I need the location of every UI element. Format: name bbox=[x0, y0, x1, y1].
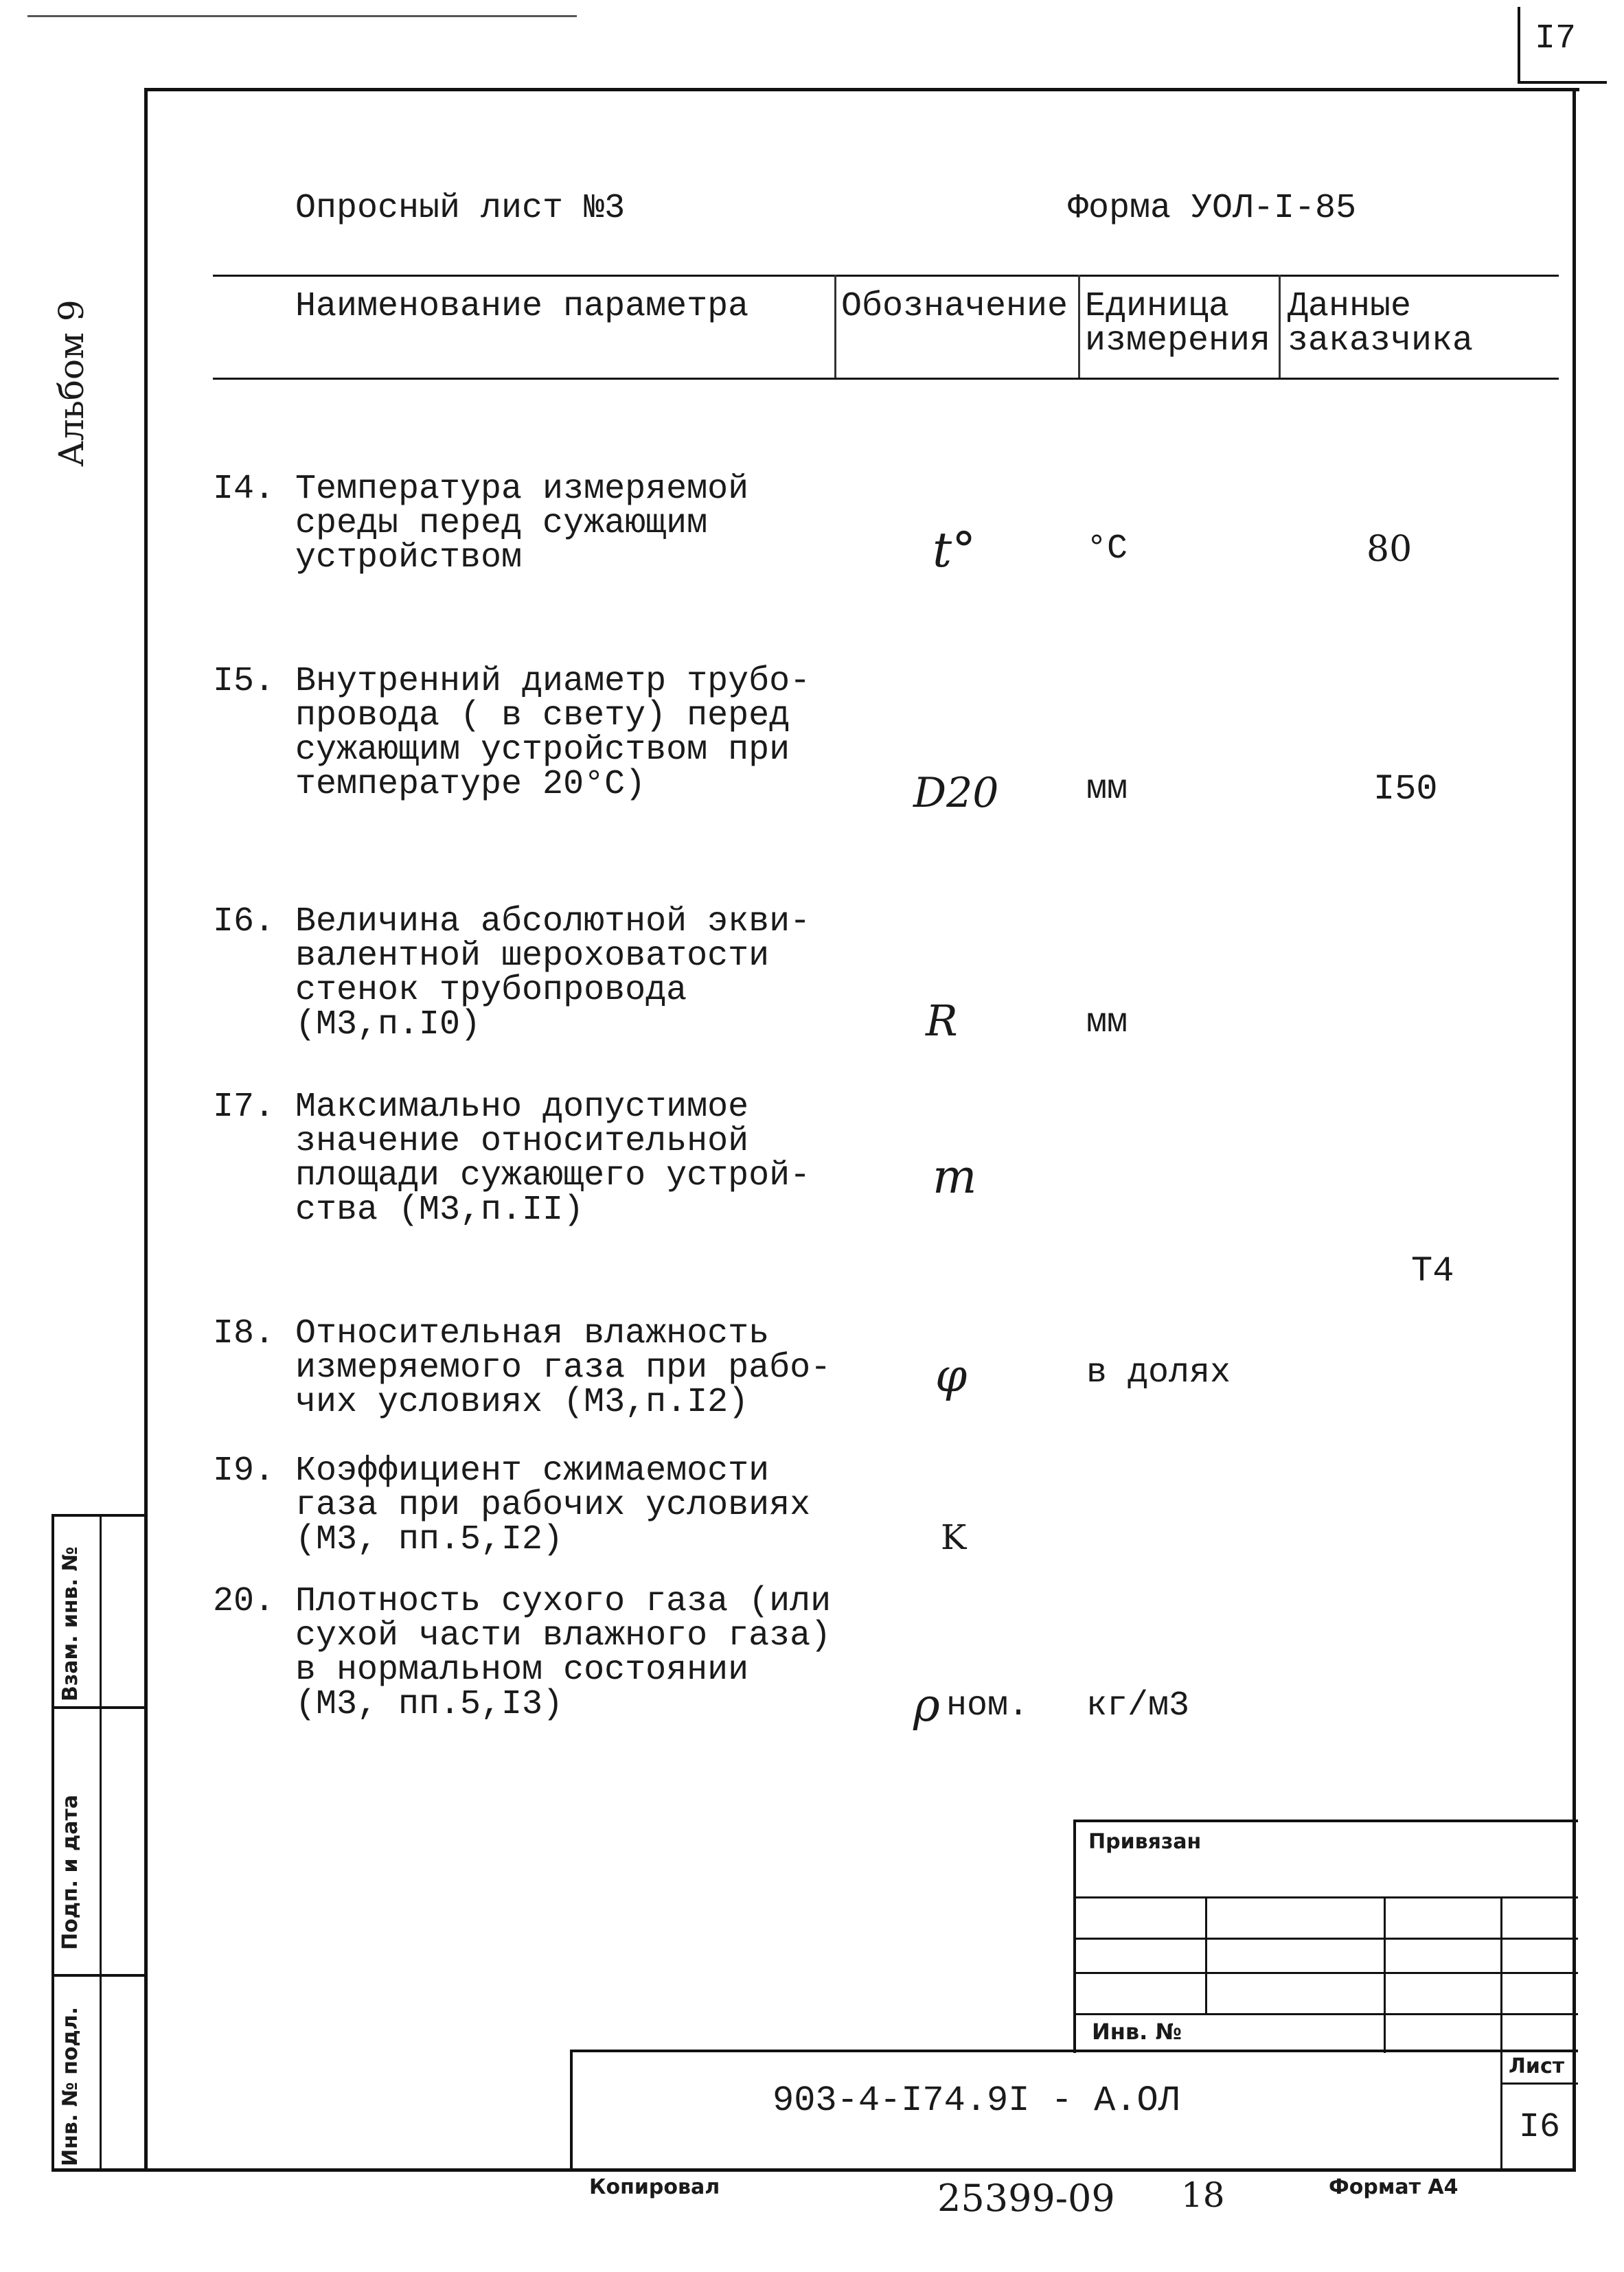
item-number: I7. bbox=[213, 1088, 275, 1127]
col-data-header-1: Данные bbox=[1288, 287, 1412, 326]
item-symbol: m bbox=[933, 1150, 977, 1204]
item-text: Максимально допустимое значение относительной площади сужающего устрой- ства (М3,п.II) bbox=[295, 1088, 811, 1230]
footer-format: Формат А4 bbox=[1329, 2175, 1459, 2199]
title-block-left bbox=[570, 2050, 573, 2172]
page-number-box-bottom bbox=[1518, 81, 1607, 84]
header-rule-bottom bbox=[213, 378, 1559, 380]
item-number: I8. bbox=[213, 1314, 275, 1353]
footer-number: 25399-09 bbox=[937, 2177, 1115, 2220]
item-value: I50 bbox=[1373, 769, 1438, 810]
frame-right bbox=[1572, 88, 1576, 2172]
page-number: I7 bbox=[1535, 19, 1577, 58]
side-stamp-left bbox=[52, 1514, 54, 2170]
col-sep-2 bbox=[1078, 275, 1080, 378]
attach-col-2 bbox=[1384, 1896, 1386, 2053]
item-unit: °C bbox=[1086, 529, 1128, 569]
item-text: Плотность сухого газа (или сухой части влажного газа) в нормальном состоянии (М3, пп.5,I3) bbox=[295, 1582, 832, 1724]
item-symbol: D20 bbox=[913, 769, 999, 817]
header-rule-top bbox=[213, 275, 1559, 277]
attach-stamp-top bbox=[1073, 1820, 1578, 1822]
item-text: Относительная влажность измеряемого газа при рабо- чих условиях (М3,п.I2) bbox=[295, 1314, 832, 1422]
side-stamp-sep-2 bbox=[52, 1974, 148, 1977]
item-unit: кг/м3 bbox=[1086, 1686, 1190, 1725]
item-symbol: K bbox=[941, 1517, 967, 1557]
item-symbol-suffix: ном. bbox=[946, 1686, 1029, 1725]
item-number: I5. bbox=[213, 662, 275, 701]
item-symbol: ρ bbox=[913, 1679, 940, 1732]
page-number-box-left bbox=[1518, 7, 1520, 82]
form-title: Опросный лист №3 bbox=[295, 189, 626, 228]
col-sep-3 bbox=[1279, 275, 1281, 378]
form-code: Форма УОЛ-I-85 bbox=[1068, 189, 1357, 228]
side-stamp-mid bbox=[100, 1514, 102, 2170]
col-unit-header-2: измерения bbox=[1085, 321, 1271, 360]
item-unit: мм bbox=[1086, 1003, 1128, 1042]
item-number: I6. bbox=[213, 902, 275, 941]
col-name-header: Наименование параметра bbox=[295, 287, 749, 326]
side-stamp-sep-1 bbox=[52, 1706, 148, 1709]
item-text: Коэффициент сжимаемости газа при рабочих условиях (М3, пп.5,I2) bbox=[295, 1451, 811, 1559]
frame-bottom bbox=[52, 2168, 1576, 2172]
inv-no-label: Инв. № bbox=[1092, 2019, 1182, 2045]
footer-copied: Копировал bbox=[589, 2175, 720, 2199]
side-stamp-vzam-inv: Взам. инв. № bbox=[58, 1546, 82, 1701]
side-stamp-inv-sub: Инв. № подл. bbox=[58, 2006, 82, 2166]
sheet-label-rule bbox=[1500, 2082, 1578, 2085]
item-number: I4. bbox=[213, 470, 275, 509]
album-label: Альбом 9 bbox=[52, 299, 91, 467]
col-data-header-2: заказчика bbox=[1288, 321, 1474, 360]
item-value: 80 bbox=[1366, 529, 1413, 570]
item-text: Температура измеряемой среды перед сужающим устройством bbox=[295, 470, 749, 577]
attach-col-3 bbox=[1500, 1896, 1502, 2171]
col-designation-header: Обозначение bbox=[841, 287, 1068, 326]
col-unit-header-1: Единица bbox=[1085, 287, 1230, 326]
title-block-top bbox=[570, 2050, 1578, 2052]
side-stamp-sign-date: Подп. и дата bbox=[58, 1794, 82, 1950]
attach-stamp-label: Привязан bbox=[1088, 1830, 1202, 1854]
sheet-number: I6 bbox=[1519, 2108, 1561, 2147]
frame-left bbox=[144, 88, 148, 2172]
item-text: Величина абсолютной экви- валентной шероховатости стенок трубопровода (М3,п.I0) bbox=[295, 902, 811, 1044]
item-number: I9. bbox=[213, 1451, 275, 1491]
attach-col-1 bbox=[1205, 1896, 1207, 2013]
item-symbol: φ bbox=[935, 1349, 968, 1402]
item-value: T4 bbox=[1411, 1251, 1454, 1292]
item-unit: в долях bbox=[1086, 1353, 1231, 1392]
item-symbol: R bbox=[926, 996, 958, 1046]
item-symbol: t° bbox=[933, 522, 976, 578]
item-text: Внутренний диаметр трубо- провода ( в свету) перед сужающим устройством при температуре 20°С) bbox=[295, 662, 811, 804]
col-sep-1 bbox=[834, 275, 836, 378]
item-number: 20. bbox=[213, 1582, 275, 1621]
doc-code: 903-4-I74.9I - А.ОЛ bbox=[773, 2080, 1180, 2121]
top-rule bbox=[27, 15, 577, 17]
sheet-label: Лист bbox=[1509, 2054, 1565, 2078]
frame-top bbox=[144, 88, 1579, 91]
attach-stamp-left bbox=[1073, 1820, 1076, 2053]
footer-page: 18 bbox=[1181, 2175, 1225, 2215]
item-unit: мм bbox=[1086, 770, 1128, 809]
